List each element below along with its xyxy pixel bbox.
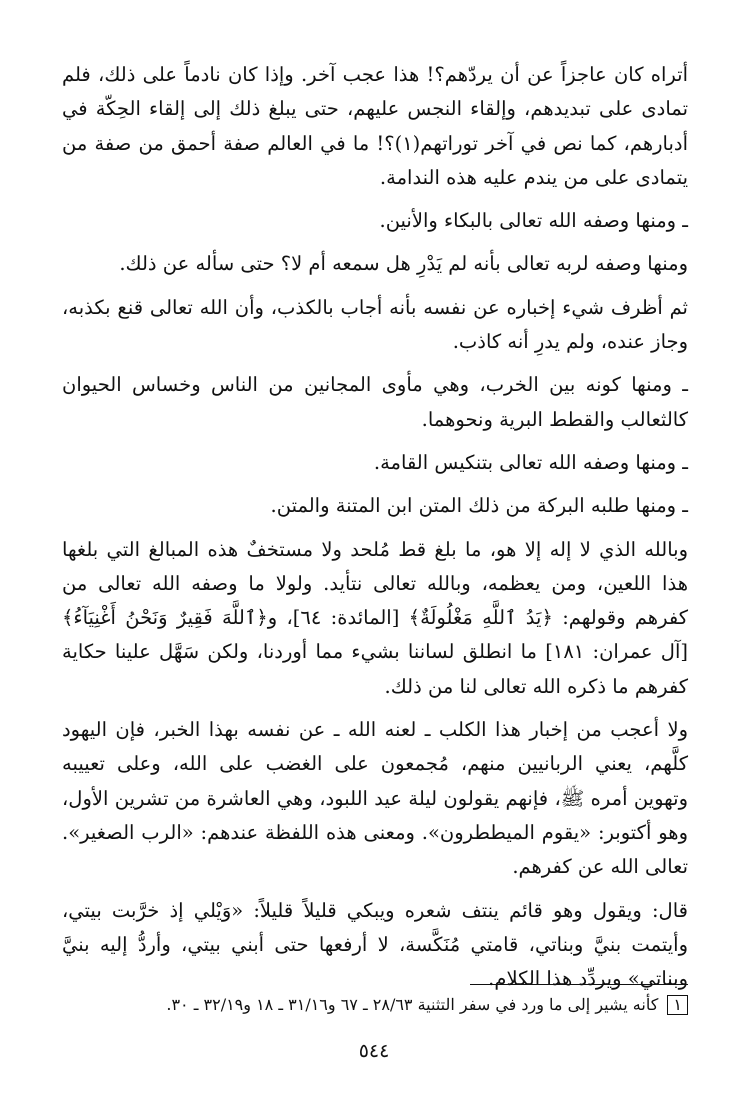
paragraph-8: وبالله الذي لا إله إلا هو، ما بلغ قط مُلحد ولا مستخفٌ هذه المبالغ التي بلغها هذا اللعين، ومن يعظمه، وبالله تعالى نتأيد. ولولا ما وصفه الله تعالى من كفرهم وقولهم: ﴿يَدُ ٱللَّهِ مَغْلُولَةٌ﴾ [المائدة: ٦٤]، و﴿ٱللَّهَ فَقِيرٌ وَنَحْنُ أَغْنِيَآءُ﴾ [آل عمران: ١٨١] ما انطلق لساننا بشيء مما أوردنا، ولكن سَهَّل علينا حكاية كفرهم ما ذكره الله تعالى لنا من ذلك. xyxy=(62,537,688,698)
footnote-text: كأنه يشير إلى ما ورد في سفر التثنية ٢٨/٦٣ ـ ٦٧ و٣١/١٦ ـ ١٨ و٣٢/١٩ ـ ٣٠. xyxy=(166,995,659,1014)
page-number: ٥٤٤ xyxy=(358,1040,390,1062)
paragraph-1: أتراه كان عاجزاً عن أن يردّهم؟! هذا عجب آخر. وإذا كان نادماً على ذلك، فلم تمادى على تبديدهم، وإلقاء النجس عليهم، حتى يبلغ ذلك إلى إلقاء الحِكّة في أدبارهم، كما نص في آخر توراتهم(١)؟! ما في العالم صفة أحمق من صفة من يتمادى على من يندم عليه هذه الندامة. xyxy=(62,63,688,189)
paragraph-3: ومنها وصفه لربه تعالى بأنه لم يَدْرِ هل سمعه أم لا؟ حتى سأله عن ذلك. xyxy=(119,252,688,276)
paragraph-4: ثم أظرف شيء إخباره عن نفسه بأنه أجاب بالكذب، وأن الله تعالى قنع بكذبه، وجاز عنده، ولم يدرِ أنه كاذب. xyxy=(62,295,688,354)
footnote xyxy=(62,992,688,1018)
main-text xyxy=(62,58,688,996)
paragraph-9: ولا أعجب من إخبار هذا الكلب ـ لعنه الله ـ عن نفسه بهذا الخبر، فإن اليهود كلَّهم، يعني الربانيين منهم، مُجمعون على الغضب على الله، وعلى تعييبه وتهوين أمره ﷺ، فإنهم يقولون ليلة عيد اللبود، وهي العاشرة من تشرين الأول، وهو أكتوبر: «يقوم الميططرون». ومعنى هذه اللفظة عندهم: «الرب الصغير». تعالى الله عن كفرهم. xyxy=(62,718,688,879)
paragraph-5: ـ ومنها كونه بين الخرب، وهي مأوى المجانين من الناس وخساس الحيوان كالثعالب والقطط البرية ونحوهما. xyxy=(62,373,688,431)
footnote-divider xyxy=(470,984,688,985)
paragraph-10: قال: ويقول وهو قائم ينتف شعره ويبكي قليلاً قليلاً: «وَيْلي إذ خرَّبت بيتي، وأيتمت بنيَّ وبناتي، قامتي مُنَكَّسة، لا أرفعها حتى أبني بيتي، وأردُّ إليه بنيَّ وبناتي» ويردِّد هذا الكلام. xyxy=(62,898,688,991)
paragraph-7: ـ ومنها طلبه البركة من ذلك المتن ابن المتنة والمتن. xyxy=(270,494,688,518)
paragraph-6: ـ ومنها وصفه الله تعالى بتنكيس القامة. xyxy=(373,450,688,474)
paragraph-2: ـ ومنها وصفه الله تعالى بالبكاء والأنين. xyxy=(379,209,688,233)
footnote-marker: ١ xyxy=(667,995,688,1015)
